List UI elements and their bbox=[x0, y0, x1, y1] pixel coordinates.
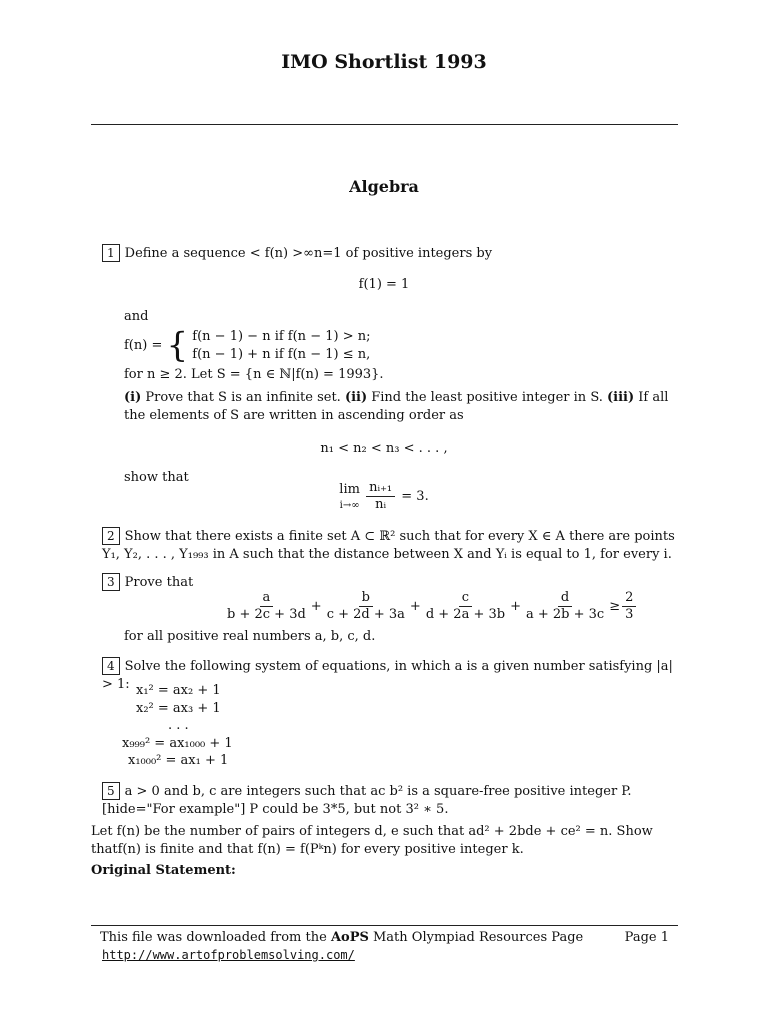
problem-number-4: 4 bbox=[102, 657, 120, 675]
cases-body bbox=[192, 328, 370, 363]
rhs-fraction bbox=[622, 590, 636, 623]
problem-number-2: 2 bbox=[102, 527, 120, 545]
footer-rule bbox=[91, 925, 678, 926]
problem-2-text: Show that there exists a finite set A ⊂ ℝ² such that for every X ∈ A there are points Y₁, Y₂, . . . , Y₁₉₉₃ in A such that the distance between X and Yᵢ is equal to 1, for every i. bbox=[102, 529, 675, 562]
fraction-2-num: b bbox=[359, 590, 373, 607]
lim-subscript: i→∞ bbox=[339, 499, 360, 511]
limit-fraction bbox=[366, 480, 395, 513]
problem-number-5: 5 bbox=[102, 782, 120, 800]
problem-3-after: for all positive real numbers a, b, c, d. bbox=[124, 629, 376, 644]
fraction-1-num: a bbox=[260, 590, 274, 607]
problem-1-and: and bbox=[124, 309, 149, 324]
problem-1-limit bbox=[0, 480, 768, 513]
fraction-4-den: a + 2b + 3c bbox=[525, 607, 605, 622]
part-1-text: Prove that S is an infinite set. bbox=[141, 390, 345, 405]
problem-3-intro-text: Prove that bbox=[124, 575, 194, 590]
fraction-3-num: c bbox=[459, 590, 472, 607]
rhs-num: 2 bbox=[622, 590, 636, 607]
page-number: Page 1 bbox=[624, 930, 669, 945]
fraction-2 bbox=[324, 590, 408, 623]
limit-operator bbox=[339, 481, 360, 512]
limit-numerator: nᵢ₊₁ bbox=[366, 480, 395, 497]
cases-lhs: f(n) = bbox=[124, 338, 163, 354]
plus-3: + bbox=[510, 599, 521, 614]
fraction-4-num: d bbox=[558, 590, 572, 607]
equation-1: x₁² = ax₂ + 1 bbox=[136, 683, 221, 698]
footer-text-after: Math Olympiad Resources Page bbox=[368, 930, 584, 945]
problem-number-3: 3 bbox=[102, 573, 120, 591]
fraction-1 bbox=[224, 590, 309, 623]
part-3-label: (iii) bbox=[607, 390, 635, 405]
fraction-4 bbox=[523, 590, 607, 623]
equation-3: x₉₉₉² = ax₁₀₀₀ + 1 bbox=[122, 735, 233, 751]
plus-2: + bbox=[409, 599, 421, 614]
problem-1-intro bbox=[102, 244, 678, 263]
problem-4-text: Solve the following system of equations, in which a is a given number satisfying |a| > 1: bbox=[102, 659, 673, 692]
document-title: IMO Shortlist 1993 bbox=[281, 51, 487, 73]
footer-text-before: This file was downloaded from the bbox=[100, 930, 331, 945]
fraction-1-den: b + 2c + 3d bbox=[227, 607, 306, 622]
geq-sign: ≥ bbox=[609, 599, 621, 614]
footer-url-link[interactable]: http://www.artofproblemsolving.com/ bbox=[102, 948, 355, 962]
problem-5-text: a > 0 and b, c are integers such that ac b² is a square-free positive integer P. [hide="For example"] P could be 3*5, but not 3² ∗ 5. bbox=[102, 784, 632, 817]
header-rule bbox=[91, 124, 678, 125]
equation-ellipsis: . . . bbox=[168, 718, 189, 734]
problem-1-eq1: f(1) = 1 bbox=[358, 277, 410, 292]
problem-5-continuation: Let f(n) be the number of pairs of integers d, e such that ad² + 2bde + ce² = n. Show thatf(n) is finite and that f(n) = f(Pᵏn) for every positive integer k. bbox=[91, 824, 653, 857]
footer-brand: AoPS bbox=[330, 930, 369, 945]
part-1-label: (i) bbox=[124, 390, 142, 405]
case-2: f(n − 1) + n if f(n − 1) ≤ n, bbox=[192, 346, 371, 362]
plus-1: + bbox=[310, 599, 322, 614]
limit-rhs: = 3. bbox=[401, 489, 429, 504]
rhs-den: 3 bbox=[625, 607, 634, 622]
part-3-text: If all the elements of S are written in ascending order as bbox=[124, 390, 669, 423]
problem-3-intro bbox=[102, 573, 678, 592]
footer-source bbox=[100, 929, 583, 947]
problem-2 bbox=[102, 527, 678, 563]
original-statement-label: Original Statement: bbox=[91, 863, 236, 878]
problem-5 bbox=[102, 782, 678, 818]
fraction-2-den: c + 2d + 3a bbox=[326, 607, 405, 622]
problem-1-cases bbox=[124, 325, 678, 366]
equation-2: x₂² = ax₃ + 1 bbox=[136, 700, 221, 716]
problem-1-show-that: show that bbox=[124, 470, 189, 485]
fraction-3 bbox=[423, 590, 508, 623]
case-1: f(n − 1) − n if f(n − 1) > n; bbox=[192, 329, 371, 344]
lim-word: lim bbox=[339, 481, 360, 497]
problem-4-equations bbox=[112, 682, 262, 770]
problem-3-inequality bbox=[222, 590, 634, 623]
equation-4: x₁₀₀₀² = ax₁ + 1 bbox=[128, 753, 229, 769]
brace-icon: { bbox=[166, 325, 189, 366]
part-2-text: Find the least positive integer in S. bbox=[367, 390, 608, 405]
section-title: Algebra bbox=[349, 177, 419, 196]
limit-denominator: nᵢ bbox=[375, 497, 387, 512]
fraction-3-den: d + 2a + 3b bbox=[425, 607, 506, 622]
problem-1-intro-text: Define a sequence < f(n) >∞n=1 of positive integers by bbox=[124, 246, 493, 261]
problem-1-parts bbox=[124, 389, 678, 424]
problem-number-1: 1 bbox=[102, 244, 120, 262]
part-2-label: (ii) bbox=[344, 390, 368, 405]
problem-1-sequence: n₁ < n₂ < n₃ < . . . , bbox=[320, 441, 448, 456]
problem-1-for-line: for n ≥ 2. Let S = {n ∈ ℕ|f(n) = 1993}. bbox=[124, 367, 384, 382]
